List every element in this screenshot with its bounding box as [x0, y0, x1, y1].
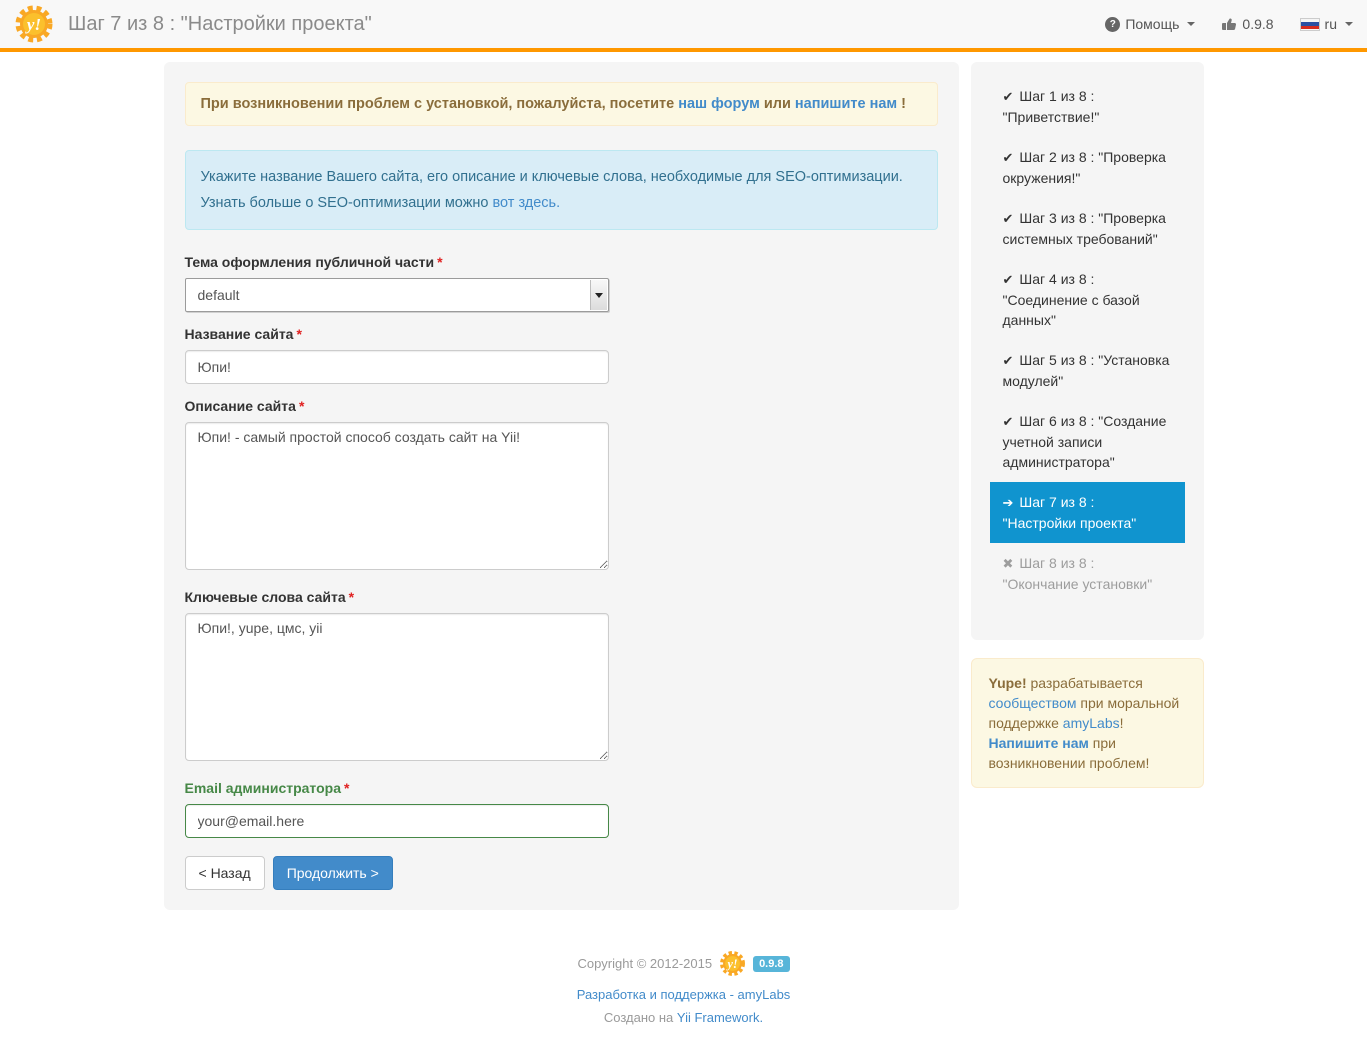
version-badge: 0.9.8	[753, 956, 789, 972]
thumbs-up-icon	[1221, 16, 1237, 33]
theme-select-value: default	[197, 287, 240, 303]
page-title: Шаг 7 из 8 : "Настройки проекта"	[68, 12, 372, 35]
svg-text:y!: y!	[26, 15, 42, 34]
seo-more-link[interactable]: вот здесь.	[492, 195, 561, 211]
community-link[interactable]: сообществом	[988, 695, 1077, 711]
help-label: Помощь	[1125, 16, 1180, 32]
language-label: ru	[1324, 16, 1337, 32]
step-item-8	[990, 543, 1185, 604]
required-asterisk: *	[298, 398, 305, 414]
seo-info-alert	[185, 150, 938, 230]
step-label: Шаг 6 из 8 : "Создание учетной записи администратора"	[1002, 413, 1167, 470]
theme-select[interactable]	[185, 278, 609, 312]
steps-panel	[971, 62, 1204, 640]
step-label: Шаг 1 из 8 : "Приветствие!"	[1002, 88, 1100, 125]
check-icon: ✔	[1002, 414, 1014, 429]
required-asterisk: *	[348, 589, 355, 605]
site-name-label: Название сайта *	[184, 326, 302, 342]
check-icon: ✔	[1002, 272, 1014, 287]
yii-framework-link[interactable]: Yii Framework.	[676, 1010, 764, 1025]
yupe-logo-icon[interactable]	[14, 4, 54, 44]
info-text-line1: Укажите название Вашего сайта, его описание и ключевые слова, необходимые для SEO-оптимизации.	[200, 169, 903, 185]
forum-link[interactable]: наш форум	[678, 96, 760, 112]
yupe-logo-icon	[719, 950, 746, 977]
step-item-1[interactable]	[990, 76, 1185, 137]
admin-email-form-group	[185, 780, 938, 838]
version-indicator	[1221, 16, 1273, 33]
select-dropdown-arrow-icon[interactable]	[590, 280, 607, 310]
back-button[interactable]: < Назад	[185, 856, 265, 890]
theme-label: Тема оформления публичной части *	[184, 254, 443, 270]
chevron-down-icon	[1187, 22, 1195, 26]
step-item-3[interactable]	[990, 198, 1185, 259]
site-keywords-textarea[interactable]	[185, 613, 609, 761]
required-asterisk: *	[343, 780, 350, 796]
write-us-link[interactable]: напишите нам	[794, 96, 898, 112]
step-label: Шаг 2 из 8 : "Проверка окружения!"	[1002, 149, 1166, 186]
step-label: Шаг 8 из 8 : "Окончание установки"	[1002, 555, 1153, 592]
site-name-form-group	[185, 326, 938, 384]
amylabs-support-link[interactable]: Разработка и поддержка - amyLabs	[576, 987, 791, 1002]
header	[0, 0, 1367, 52]
svg-text:y!: y!	[727, 957, 738, 972]
step-item-6[interactable]	[990, 401, 1185, 482]
check-icon: ✔	[1002, 211, 1014, 226]
step-item-2[interactable]	[990, 137, 1185, 198]
site-description-form-group	[185, 398, 938, 575]
required-asterisk: *	[296, 326, 302, 342]
main-panel	[164, 62, 959, 910]
required-asterisk: *	[437, 254, 443, 270]
step-item-5[interactable]	[990, 340, 1185, 401]
site-keywords-form-group	[185, 589, 938, 766]
help-menu[interactable]	[1105, 16, 1195, 32]
language-menu[interactable]	[1300, 16, 1353, 32]
version-label: 0.9.8	[1242, 16, 1274, 32]
admin-email-input[interactable]	[185, 804, 609, 838]
brand-name: Yupe!	[988, 675, 1027, 691]
amylabs-link[interactable]: amyLabs	[1062, 715, 1120, 731]
copyright-text: Copyright © 2012-2015	[577, 956, 713, 971]
install-problems-alert: При возникновении проблем с установкой, пожалуйста, посетите наш форум или напишите нам !	[185, 82, 938, 126]
footer	[0, 950, 1367, 1043]
check-icon: ✔	[1002, 89, 1014, 104]
step-label: Шаг 4 из 8 : "Соединение с базой данных"	[1002, 271, 1140, 328]
info-text-line2: Узнать больше о SEO-оптимизации можно	[200, 195, 493, 211]
step-item-4[interactable]	[990, 259, 1185, 340]
continue-button[interactable]: Продолжить >	[273, 856, 393, 890]
alert-text: При возникновении проблем с установкой, пожалуйста, посетите	[200, 96, 679, 112]
admin-email-label: Email администратора *	[184, 780, 350, 796]
site-description-textarea[interactable]	[185, 422, 609, 570]
support-box: Yupe! разрабатывается сообществом при моральной поддержке amyLabs! Напишите нам при возникновении проблем!	[971, 658, 1204, 788]
write-us-link[interactable]: Напишите нам	[988, 735, 1089, 751]
theme-form-group	[185, 254, 938, 312]
site-keywords-label: Ключевые слова сайта *	[184, 589, 355, 605]
made-on-text: Создано на	[603, 1010, 677, 1025]
site-description-label: Описание сайта *	[184, 398, 305, 414]
step-label: Шаг 7 из 8 : "Настройки проекта"	[1002, 494, 1137, 531]
check-icon: ✔	[1002, 150, 1014, 165]
step-label: Шаг 5 из 8 : "Установка модулей"	[1002, 352, 1170, 389]
site-name-input[interactable]	[185, 350, 609, 384]
step-item-7-active[interactable]	[990, 482, 1185, 543]
help-icon: ?	[1105, 17, 1120, 32]
step-label: Шаг 3 из 8 : "Проверка системных требований"	[1002, 210, 1166, 247]
russian-flag-icon	[1300, 18, 1320, 31]
chevron-down-icon	[1345, 22, 1353, 26]
check-icon: ✔	[1002, 353, 1014, 368]
arrow-right-icon: ➔	[1002, 495, 1014, 510]
cross-icon: ✖	[1002, 556, 1014, 571]
